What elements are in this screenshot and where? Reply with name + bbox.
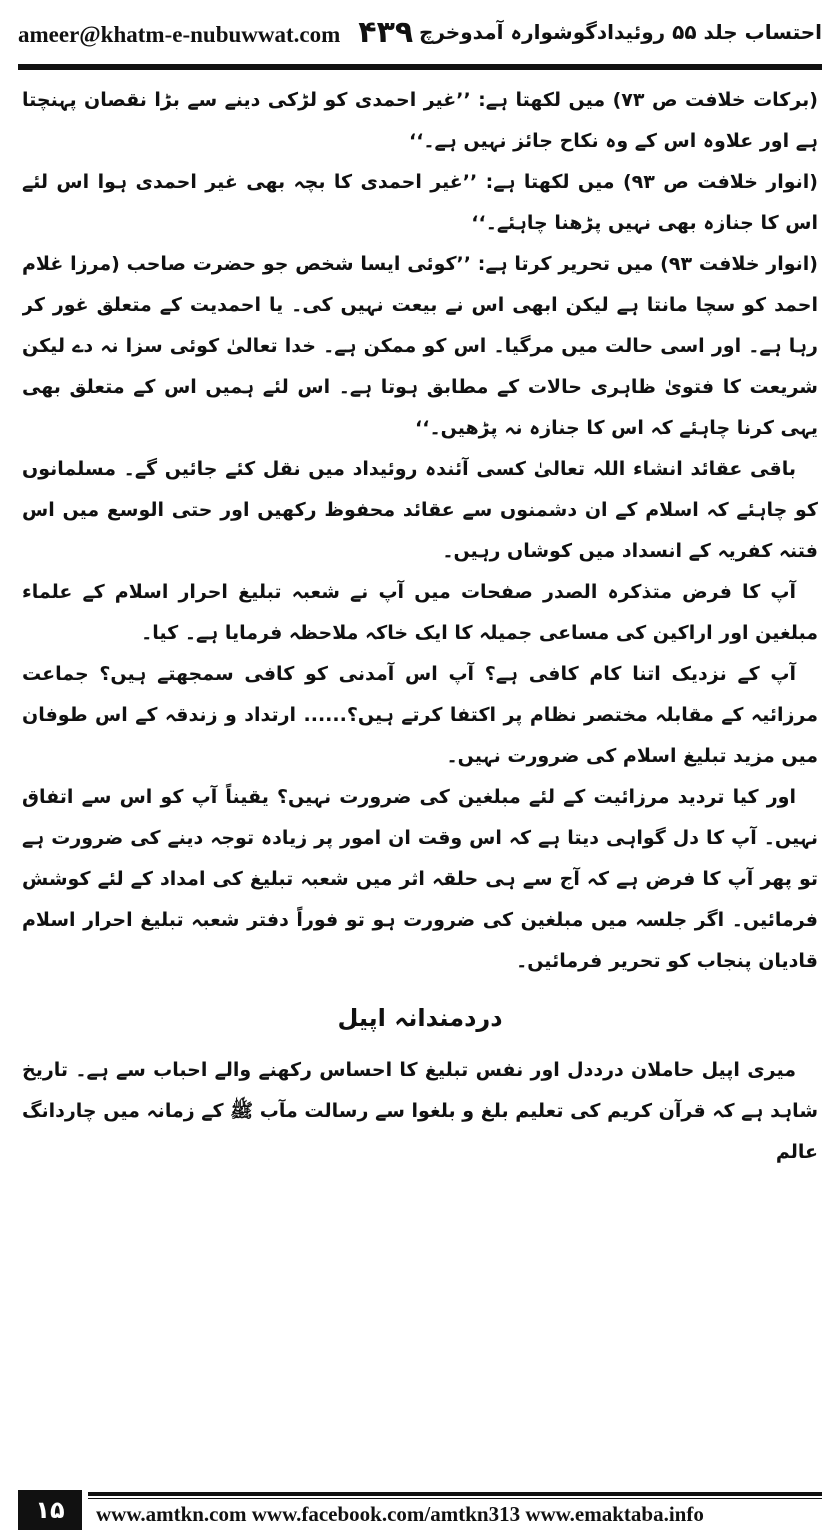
header-left [18,15,413,50]
header-rule [18,64,822,70]
folio-number: ۱۵ [18,1490,82,1530]
header-running-title: احتساب جلد ۵۵ روئیدادگوشوارہ آمدوخرچ [418,20,822,44]
paragraph-remaining-beliefs: باقی عقائد انشاء اللہ تعالیٰ کسی آئندہ روئیداد میں نقل کئے جائیں گے۔ مسلمانوں کو چاہئے کہ اسلام کے ان دشمنوں سے عقائد محفوظ رکھیں اور حتی الوسع میں اس فتنہ کفریہ کے انسداد میں کوشاں رہیں۔ [22,458,818,562]
page-footer [18,1490,822,1530]
header-page-number: ۴۳۹ [358,14,414,50]
page-body [22,80,818,1445]
paragraph-anwar-khilafat-2: (انوار خلافت ۹۳) میں تحریر کرتا ہے: ’’کوئی ایسا شخص جو حضرت صاحب (مرزا غلام احمد کو سچا مانتا ہے لیکن ابھی اس نے بیعت نہیں کی۔ یا احمدیت کے متعلق غور کر رہا ہے۔ اور اسی حالت میں مرگیا۔ اس کو ممکن ہے۔ خدا تعالیٰ کوئی سزا نہ دے لیکن شریعت کا فتویٰ ظاہری حالات کے مطابق ہوتا ہے۔ اس لئے ہمیں اس کے متعلق بھی یہی کرنا چاہئے کہ اس کا جنازہ نہ پڑھیں۔‘‘ [22,253,818,439]
paragraph-appeal: میری اپیل حاملان درددل اور نفس تبلیغ کا احساس رکھنے والے احباب سے ہے۔ تاریخ شاہد ہے کہ قرآن کریم کی تعلیم بلغ و بلغوا سے رسالت مآب ﷺ کے زمانہ میں چاردانگ عالم [22,1059,818,1163]
paragraph-barkat-khilafat: (برکات خلافت ص ۷۳) میں لکھتا ہے: ’’غیر احمدی کو لڑکی دینے سے بڑا نقصان پہنچتا ہے اور علاوہ اس کے وہ نکاح جائز نہیں ہے۔‘‘ [22,89,818,152]
footer-rule-thin [88,1498,822,1499]
footer-websites[interactable]: www.amtkn.com www.facebook.com/amtkn313 www.emaktaba.info [96,1502,704,1526]
paragraph-questions: آپ کے نزدیک اتنا کام کافی ہے؟ آپ اس آمدنی کو کافی سمجھتے ہیں؟ جماعت مرزائیہ کے مقابلہ مختصر نظام پر اکتفا کرتے ہیں؟...... ارتداد و زندقہ کے اس طوفان میں مزید تبلیغ اسلام کی ضرورت نہیں۔ [22,663,818,767]
footer-rule [88,1492,822,1496]
page-header [18,8,822,56]
section-heading: دردمندانہ اپیل [337,1004,503,1032]
paragraph-preachers-needed: اور کیا تردید مرزائیت کے لئے مبلغین کی ضرورت نہیں؟ یقیناً آپ کو اس سے اتفاق نہیں۔ آپ کا دل گواہی دیتا ہے کہ اس وقت ان امور پر زیادہ توجہ دینے کی ضرورت ہے تو پھر آپ کا فرض ہے کہ آج سے ہی حلقہ اثر میں شعبہ تبلیغ کی امداد کے لئے کوشش فرمائیں۔ اگر جلسہ میں مبلغین کی ضرورت ہو تو فوراً دفتر شعبہ تبلیغ احرار اسلام قادیان پنجاب کو تحریر فرمائیں۔ [22,786,818,972]
paragraph-anwar-khilafat-1: (انوار خلافت ص ۹۳) میں لکھتا ہے: ’’غیر احمدی کا بچہ بھی غیر احمدی ہوا اس لئے اس کا جنازہ بھی نہیں پڑھنا چاہئے۔‘‘ [22,171,818,234]
paragraph-your-duty: آپ کا فرض متذکرہ الصدر صفحات میں آپ نے شعبہ تبلیغ احرار اسلام کے علماء مبلغین اور اراکین کی مساعی جمیلہ کا ایک خاکہ ملاحظہ فرمایا ہے۔ کیا۔ [22,581,818,644]
header-email[interactable]: ameer@khatm-e-nubuwwat.com [18,21,341,47]
